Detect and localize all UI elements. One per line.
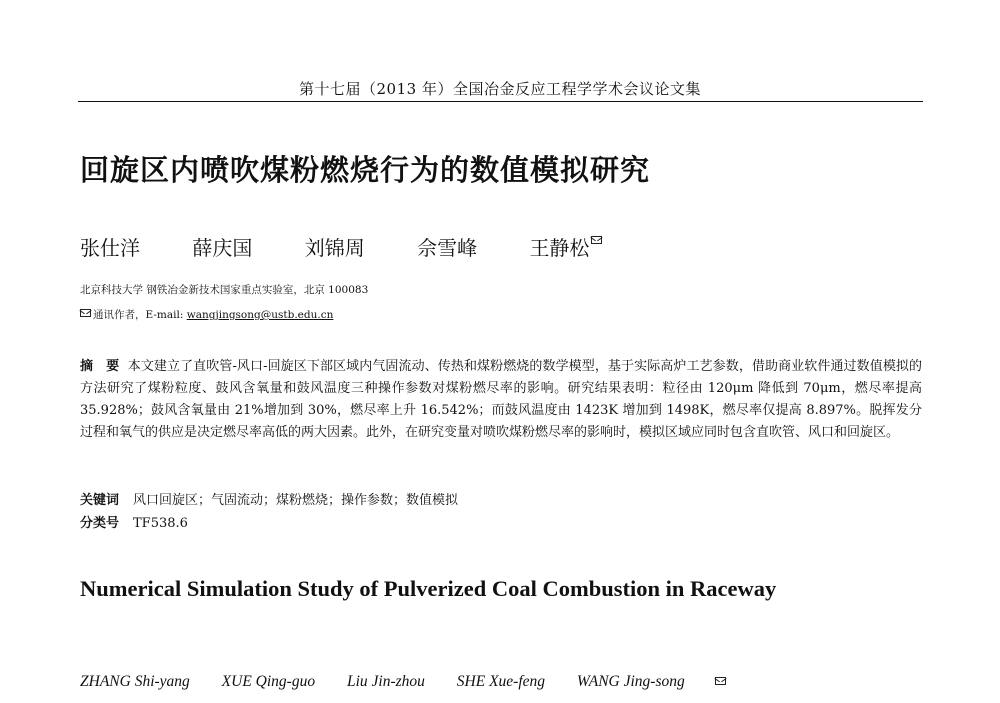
author-en-corresponding (577, 673, 754, 690)
author-en: Liu Jin-zhou (346, 673, 425, 690)
affiliation: 北京科技大学 钢铁冶金新技术国家重点实验室，北京 100083 (80, 284, 369, 296)
classification (80, 512, 188, 531)
paper-title-en: Numerical Simulation Study of Pulverized Coal Combustion in Raceway (80, 576, 777, 601)
correspondence-email[interactable]: wangjingsong@ustb.edu.cn (186, 309, 334, 321)
keywords-label: 关键词 (80, 493, 120, 508)
classification-text: TF538.6 (133, 516, 188, 531)
author-cn: 薛庆国 (192, 236, 253, 260)
abstract-text: 本文建立了直吹管-风口-回旋区下部区域内气固流动、传热和煤粉燃烧的数学模型，基于实际高炉工艺参数，借助商业软件通过数值模拟的方法研究了煤粉粒度、鼓风含氧量和鼓风温度三种操作参数对煤粉燃尽率的影响。研究结果表明：粒径由 120μm 降低到 70μm，燃尽率提高 35.928%；鼓风含氧量由 21%增加到 30%，燃尽率上升 16.542%；而鼓风温度由 1423K 增加到 1498K，燃尽率仅提高 8.897%。脱挥发分过程和氧气的供应是决定燃尽率高低的两大因素。此外，在研究变量对喷吹煤粉燃尽率的影响时，模拟区域应同时包含直吹管、风口和回旋区。 (80, 359, 922, 440)
paper-title-cn: 回旋区内喷吹煤粉燃烧行为的数值模拟研究 (80, 153, 651, 187)
correspondence-prefix: 通讯作者，E-mail: (93, 309, 187, 321)
envelope-icon (591, 236, 602, 244)
correspondence (80, 307, 333, 322)
abstract (80, 356, 922, 444)
envelope-icon (715, 677, 726, 685)
author-cn: 刘锦周 (304, 236, 365, 260)
keywords-text: 风口回旋区；气固流动；煤粉燃烧；操作参数；数值模拟 (133, 493, 459, 508)
classification-label: 分类号 (80, 516, 120, 531)
authors-cn (80, 232, 648, 261)
author-cn-corresponding (529, 236, 648, 260)
author-cn: 王静松 (529, 236, 590, 260)
author-en: XUE Qing-guo (221, 673, 316, 690)
author-en: SHE Xue-feng (456, 673, 546, 690)
author-cn: 佘雪峰 (417, 236, 478, 260)
author-en: ZHANG Shi-yang (80, 673, 190, 690)
conference-header: 第十七届（2013 年）全国冶金反应工程学学术会议论文集 (299, 80, 701, 98)
author-en: WANG Jing-song (576, 673, 685, 690)
keywords (80, 489, 458, 508)
abstract-label: 摘 要 (80, 359, 120, 374)
envelope-icon (80, 309, 91, 317)
authors-en (80, 673, 754, 691)
author-cn: 张仕洋 (80, 236, 140, 260)
header-rule (78, 101, 923, 102)
